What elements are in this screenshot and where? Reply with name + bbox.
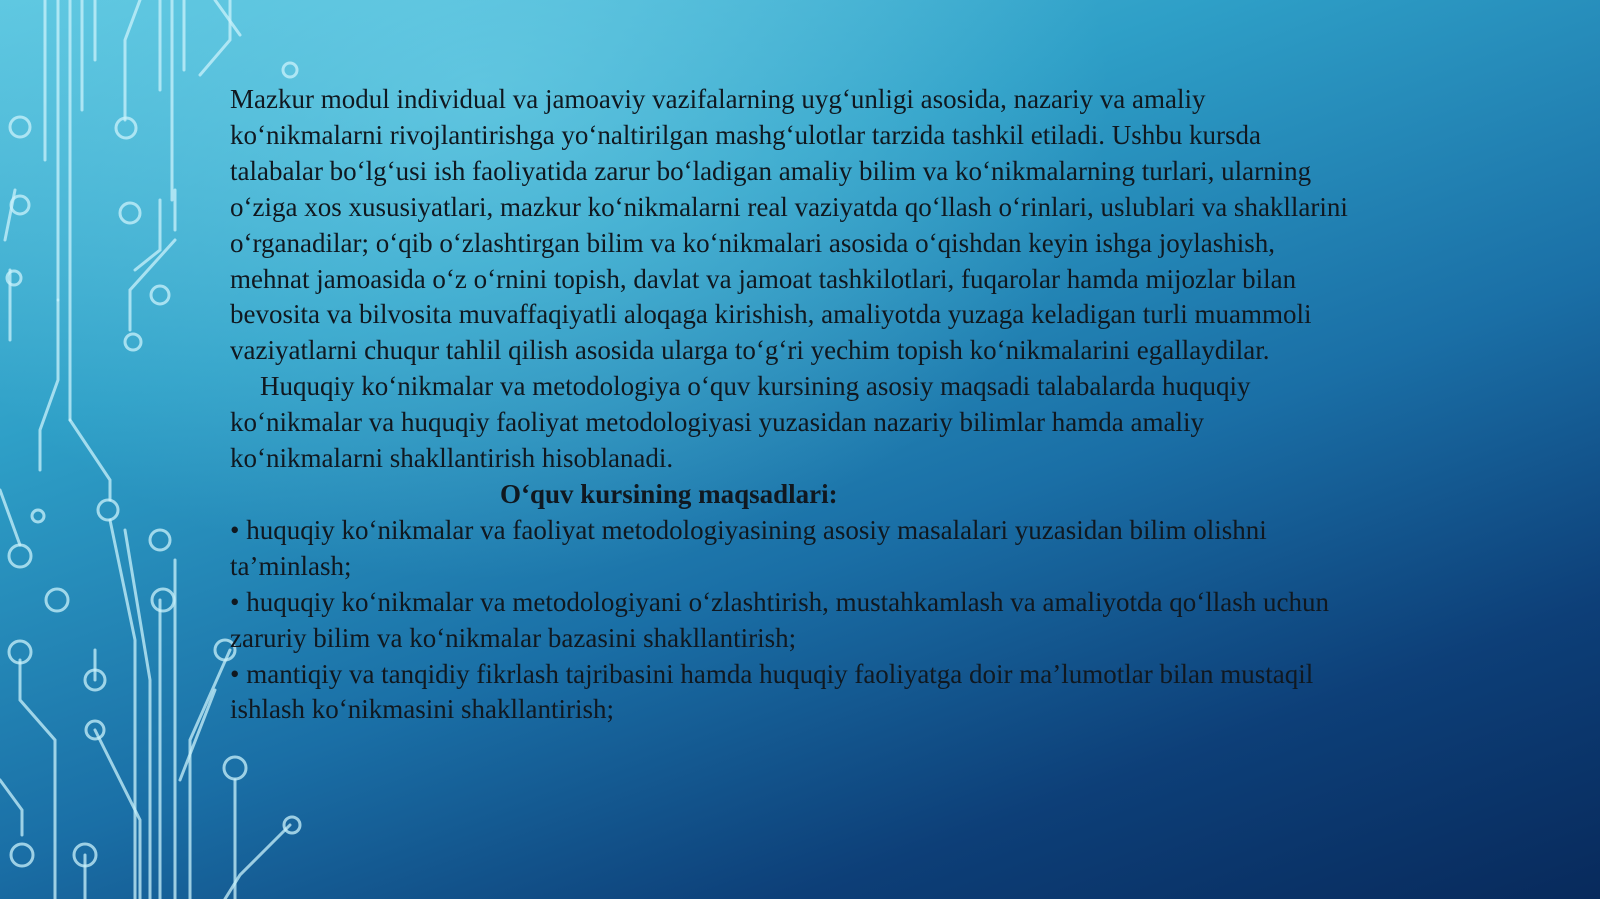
goal-bullet-2: • huquqiy ko‘nikmalar va metodologiyani o‘zlashtirish, mustahkamlash va amaliyotda qo‘llash uchun zaruriy bilim va ko‘nikmalar bazasini shakllantirish; [230,586,1329,653]
intro-paragraph: Mazkur modul individual va jamoaviy vazifalarning uyg‘unligi asosida, nazariy va amaliy ko‘nikmalarni rivojlantirishga yo‘naltirilgan mashg‘ulotlar tarzida tashkil etiladi. Ushbu kursda talabalar bo‘lg‘usi ish faoliyatida zarur bo‘ladigan amaliy bilim va ko‘nikmalarning turlari, ularning o‘ziga xos xususiyatlari, mazkur ko‘nikmalarni real vaziyatda qo‘llash o‘rinlari, uslublari va shakllarini o‘rganadilar; o‘qib o‘zlashtirgan bilim va ko‘nikmalari asosida o‘qishdan keyin ishga joylashish, mehnat jamoasida o‘z o‘rnini topish, davlat va jamoat tashkilotlari, fuqarolar hamda mijozlar bilan bevosita va bilvosita muvaffaqiyatli aloqaga kirishish, amaliyotda yuzaga keladigan turli muammoli vaziyatlarni chuqur tahlil qilish asosida ularga to‘g‘ri yechim topish ko‘nikmalarini egallaydilar. [230,84,1348,366]
goal-bullet-3: • mantiqiy va tanqidiy fikrlash tajribasini hamda huquqiy faoliyatga doir ma’lumotlar bilan mustaqil ishlash ko‘nikmasini shakllantirish; [230,658,1314,725]
goal-paragraph: Huquqiy ko‘nikmalar va metodologiya o‘quv kursining asosiy maqsadi talabalarda huquqiy ko‘nikmalar va huquqiy faoliyat metodologiyasi yuzasidan nazariy bilimlar hamda amaliy ko‘nikmalarni shakllantirish hisoblanadi. [230,371,1251,474]
goals-heading: O‘quv kursining maqsadlari: [500,478,838,509]
goal-bullet-1: • huquqiy ko‘nikmalar va faoliyat metodologiyasining asosiy masalalari yuzasidan bilim olishni ta’minlash; [230,514,1267,581]
slide-text-content [230,82,1350,728]
